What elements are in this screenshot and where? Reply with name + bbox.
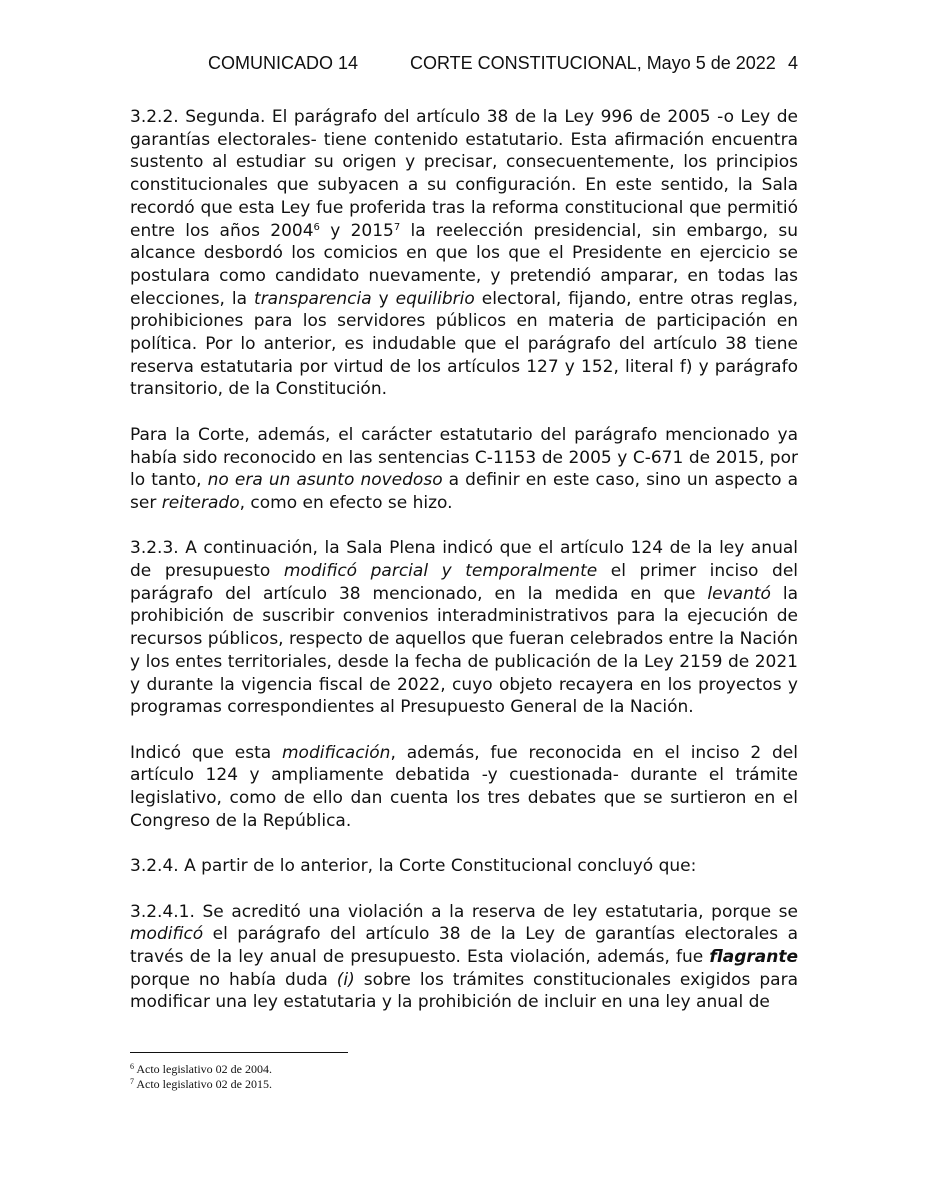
italic-run: modificó parcial y temporalmente — [283, 561, 598, 582]
footnote-text: Acto legislativo 02 de 2004. — [134, 1062, 272, 1076]
text-run: y 2015 — [319, 220, 394, 241]
italic-run: (i) — [336, 969, 355, 990]
header-communique: COMUNICADO 14 — [208, 53, 359, 73]
text-run: 3.2.4.1. Se acreditó una violación a la reserva de ley estatutaria, porque se — [130, 901, 798, 922]
header-date: , Mayo 5 de 2022 — [636, 53, 776, 73]
footnote-ref-6: 6 — [313, 221, 320, 233]
footnote-text: Acto legislativo 02 de 2015. — [134, 1077, 272, 1091]
text-run: , además, fue reconocida en el inciso 2 del artículo 124 y ampliamente debatida -y cuestionada- durante el trámite legislativo, como de ello dan cuenta los tres debates que se surtieron en el Congreso de la República. — [130, 742, 798, 831]
footnote-6 — [130, 1062, 798, 1077]
text-run: , como en efecto se hizo. — [239, 492, 453, 513]
text-run: sobre los trámites constitucionales exigidos para modificar una ley estatutaria y la prohibición de incluir en una ley anual de — [130, 969, 798, 1013]
text-run: electoral, fijando, entre otras reglas, prohibiciones para los servidores públicos en materia de participación en política. Por lo anterior, es indudable que el parágrafo del artículo 38 tiene reserva estatutaria por virtud de los artículos 127 y 152, literal f) y parágrafo transitorio, de la Constitución. — [130, 288, 798, 400]
text-run: 3.2.4. A partir de lo anterior, la Corte Constitucional concluyó que: — [130, 856, 697, 877]
italic-run: levantó — [707, 583, 771, 604]
text-run: a definir en este caso, sino un aspecto a ser — [130, 470, 798, 513]
header-court-date — [410, 53, 776, 74]
text-run: el parágrafo del artículo 38 de la Ley de garantías electorales a través de la ley anual de presupuesto. Esta violación, además, fue — [130, 924, 798, 967]
footnotes — [130, 1062, 798, 1092]
page-header — [130, 53, 798, 79]
italic-run: modificó — [130, 924, 204, 945]
footnote-7 — [130, 1077, 798, 1092]
header-court: CORTE CONSTITUCIONAL — [410, 53, 637, 73]
paragraph-3-2-2 — [130, 106, 798, 401]
text-run: la prohibición de suscribir convenios interadministrativos para la ejecución de recursos públicos, respecto de aquellos que fueran celebrados entre la Nación y los entes territoriales, desde la fecha de publicación de la Ley 2159 de 2021 y durante la vigencia fiscal de 2022, cuyo objeto recayera en los proyectos y programas correspondientes al Presupuesto General de la Nación. — [130, 583, 798, 718]
paragraph-3-2-3 — [130, 537, 798, 719]
document-body — [130, 106, 798, 1014]
paragraph-3-2-4-1 — [130, 901, 798, 1015]
italic-run: transparencia — [254, 288, 372, 309]
text-run: Indicó que esta — [130, 742, 282, 763]
italic-run: reiterado — [161, 492, 240, 513]
footnote-number: 7 — [130, 1077, 134, 1086]
paragraph-3-2-4 — [130, 855, 798, 878]
italic-run: no era un asunto novedoso — [207, 470, 443, 491]
italic-run: equilibrio — [395, 288, 475, 309]
text-run: porque no había duda — [130, 969, 337, 990]
paragraph-indico — [130, 742, 798, 833]
footnote-number: 6 — [130, 1062, 134, 1071]
text-run: Para la Corte, además, el carácter estatutario del parágrafo mencionado ya había sido reconocido en las sentencias C-1153 de 2005 y C-671 de 2015, por lo tanto, — [130, 424, 798, 491]
text-run: la reelección presidencial, sin embargo, su alcance desbordó los comicios en que los que el Presidente en ejercicio se postulara como candidato nuevamente, y pretendió amparar, en todas las elecciones, la — [130, 220, 798, 309]
page-number: 4 — [787, 53, 798, 73]
footnote-ref-7: 7 — [393, 221, 401, 233]
footnote-separator — [130, 1052, 348, 1053]
italic-run: modificación — [281, 742, 391, 763]
text-run: el primer inciso del parágrafo del artículo 38 mencionado, en la medida en que — [130, 561, 799, 604]
text-run: y — [371, 288, 396, 309]
bold-italic-run: flagrante — [709, 946, 798, 967]
text-run: 3.2.3. A continuación, la Sala Plena indicó que el artículo 124 de la ley anual de presupuesto — [130, 538, 798, 582]
paragraph-corte — [130, 424, 798, 515]
text-run: 3.2.2. Segunda. El parágrafo del artículo 38 de la Ley 996 de 2005 -o Ley de garantías electorales- tiene contenido estatutario. Esta afirmación encuentra sustento al estudiar su origen y precisar, consecuentemente, los principios constitucionales que subyacen a su configuración. En este sentido, la Sala recordó que esta Ley fue proferida tras la reforma constitucional que permitió entre los años 2004 — [130, 107, 798, 241]
